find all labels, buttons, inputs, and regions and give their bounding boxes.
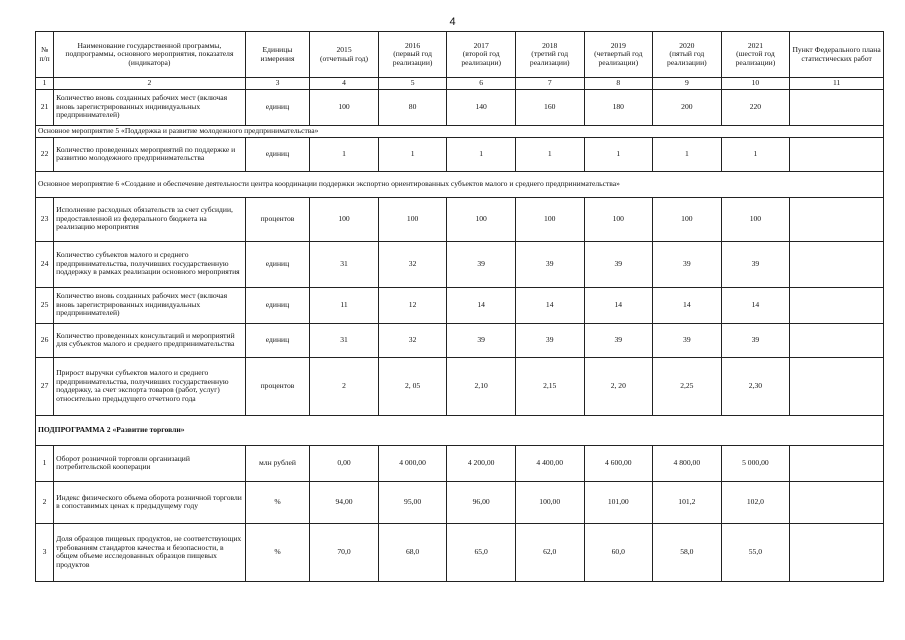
value-cell: 32: [378, 241, 447, 287]
value-cell: 100: [515, 197, 584, 241]
table-row: [36, 357, 884, 415]
value-cell: 1: [653, 137, 722, 171]
value-cell: 101,00: [584, 481, 653, 523]
header-year-2021: 2021 (шестой год реализации): [721, 32, 790, 78]
subprogram-title: ПОДПРОГРАММА 2 «Развитие торговли»: [36, 415, 884, 445]
value-cell: 200: [653, 89, 722, 125]
value-cell: 2: [310, 357, 379, 415]
section-title: Основное мероприятие 5 «Поддержка и развитие молодежного предпринимательства»: [36, 125, 884, 137]
col-number: 3: [245, 78, 310, 90]
subprogram-row: [36, 415, 884, 445]
value-cell: 39: [447, 241, 516, 287]
table-row: [36, 445, 884, 481]
value-cell: 32: [378, 323, 447, 357]
unit-cell: единиц: [245, 323, 310, 357]
col-number: 5: [378, 78, 447, 90]
plan-cell: [790, 287, 884, 323]
value-cell: 1: [515, 137, 584, 171]
value-cell: 2,25: [653, 357, 722, 415]
table-row: [36, 137, 884, 171]
value-cell: 65,0: [447, 523, 516, 581]
plan-cell: [790, 89, 884, 125]
plan-cell: [790, 445, 884, 481]
value-cell: 31: [310, 241, 379, 287]
value-cell: 1: [310, 137, 379, 171]
col-number: 7: [515, 78, 584, 90]
table-row: [36, 323, 884, 357]
header-year-2015: 2015 (отчетный год): [310, 32, 379, 78]
header-name: Наименование государственной программы, подпрограммы, основного мероприятия, показателя (индикатора): [54, 32, 246, 78]
value-cell: 68,0: [378, 523, 447, 581]
value-cell: 1: [447, 137, 516, 171]
value-cell: 102,0: [721, 481, 790, 523]
header-year-2020: 2020 (пятый год реализации): [653, 32, 722, 78]
table-row: [36, 481, 884, 523]
value-cell: 5 000,00: [721, 445, 790, 481]
value-cell: 94,00: [310, 481, 379, 523]
value-cell: 2,15: [515, 357, 584, 415]
header-year-2016: 2016 (первый год реализации): [378, 32, 447, 78]
section-row: [36, 125, 884, 137]
value-cell: 60,0: [584, 523, 653, 581]
value-cell: 2,10: [447, 357, 516, 415]
value-cell: 100: [310, 89, 379, 125]
value-cell: 14: [515, 287, 584, 323]
indicator-name: Количество проведенных консультаций и мероприятий для субъектов малого и среднего предпринимательства: [54, 323, 246, 357]
indicator-name: Количество проведенных мероприятий по поддержке и развитию молодежного предпринимательства: [54, 137, 246, 171]
value-cell: 39: [721, 241, 790, 287]
unit-cell: процентов: [245, 357, 310, 415]
col-number: 4: [310, 78, 379, 90]
row-number: 21: [36, 89, 54, 125]
row-number: 26: [36, 323, 54, 357]
value-cell: 55,0: [721, 523, 790, 581]
unit-cell: единиц: [245, 241, 310, 287]
value-cell: 14: [584, 287, 653, 323]
value-cell: 100: [721, 197, 790, 241]
value-cell: 2, 05: [378, 357, 447, 415]
col-number: 10: [721, 78, 790, 90]
indicator-name: Индекс физического объема оборота розничной торговли в сопоставимых ценах к предыдущему году: [54, 481, 246, 523]
unit-cell: единиц: [245, 287, 310, 323]
row-number: 2: [36, 481, 54, 523]
col-number: 2: [54, 78, 246, 90]
value-cell: 80: [378, 89, 447, 125]
indicator-name: Доля образцов пищевых продуктов, не соответствующих требованиям стандартов качества и безопасности, в общем объеме исследованных образцов пищевых продуктов: [54, 523, 246, 581]
header-year-2019: 2019 (четвертый год реализации): [584, 32, 653, 78]
value-cell: 100: [584, 197, 653, 241]
unit-cell: млн рублей: [245, 445, 310, 481]
value-cell: 39: [447, 323, 516, 357]
value-cell: 4 200,00: [447, 445, 516, 481]
row-number: 27: [36, 357, 54, 415]
value-cell: 220: [721, 89, 790, 125]
value-cell: 62,0: [515, 523, 584, 581]
value-cell: 1: [378, 137, 447, 171]
table-row: [36, 241, 884, 287]
value-cell: 180: [584, 89, 653, 125]
unit-cell: процентов: [245, 197, 310, 241]
header-num: № п/п: [36, 32, 54, 78]
page-number: 4: [449, 16, 456, 28]
header-row: [36, 32, 884, 78]
value-cell: 2, 20: [584, 357, 653, 415]
value-cell: 58,0: [653, 523, 722, 581]
indicator-name: Прирост выручки субъектов малого и среднего предпринимательства, получивших государственную поддержку, за счет экспорта товаров (работ, услуг) относительно предыдущего отчетного года: [54, 357, 246, 415]
value-cell: 4 000,00: [378, 445, 447, 481]
unit-cell: единиц: [245, 137, 310, 171]
value-cell: 2,30: [721, 357, 790, 415]
indicator-name: Количество субъектов малого и среднего предпринимательства, получивших государственную поддержку в рамках реализации основного мероприятия: [54, 241, 246, 287]
plan-cell: [790, 137, 884, 171]
value-cell: 14: [721, 287, 790, 323]
unit-cell: %: [245, 523, 310, 581]
unit-cell: единиц: [245, 89, 310, 125]
col-number: 9: [653, 78, 722, 90]
table-row: [36, 523, 884, 581]
value-cell: 100: [378, 197, 447, 241]
section-title: Основное мероприятие 6 «Создание и обеспечение деятельности центра координации поддержки экспортно ориентированных субъектов малого и среднего предпринимательства»: [36, 171, 884, 197]
value-cell: 39: [653, 241, 722, 287]
value-cell: 12: [378, 287, 447, 323]
value-cell: 4 600,00: [584, 445, 653, 481]
table-row: [36, 287, 884, 323]
value-cell: 0,00: [310, 445, 379, 481]
indicator-name: Оборот розничной торговли организаций потребительской кооперации: [54, 445, 246, 481]
plan-cell: [790, 357, 884, 415]
plan-cell: [790, 241, 884, 287]
indicator-name: Исполнение расходных обязательств за счет субсидии, предоставленной из федерального бюджета на реализацию мероприятия: [54, 197, 246, 241]
value-cell: 39: [515, 323, 584, 357]
header-year-2018: 2018 (третий год реализации): [515, 32, 584, 78]
row-number: 1: [36, 445, 54, 481]
value-cell: 39: [515, 241, 584, 287]
header-year-2017: 2017 (второй год реализации): [447, 32, 516, 78]
value-cell: 1: [721, 137, 790, 171]
value-cell: 39: [721, 323, 790, 357]
value-cell: 4 800,00: [653, 445, 722, 481]
indicator-name: Количество вновь созданных рабочих мест (включая вновь зарегистрированных индивидуальных предпринимателей): [54, 89, 246, 125]
col-number: 1: [36, 78, 54, 90]
row-number: 24: [36, 241, 54, 287]
value-cell: 160: [515, 89, 584, 125]
value-cell: 4 400,00: [515, 445, 584, 481]
unit-cell: %: [245, 481, 310, 523]
value-cell: 39: [653, 323, 722, 357]
value-cell: 31: [310, 323, 379, 357]
row-number: 3: [36, 523, 54, 581]
col-number: 8: [584, 78, 653, 90]
section-row: [36, 171, 884, 197]
value-cell: 100,00: [515, 481, 584, 523]
plan-cell: [790, 323, 884, 357]
col-number: 6: [447, 78, 516, 90]
header-unit: Единицы измерения: [245, 32, 310, 78]
value-cell: 39: [584, 241, 653, 287]
header-plan: Пункт Федерального плана статистических работ: [790, 32, 884, 78]
value-cell: 1: [584, 137, 653, 171]
column-number-row: [36, 78, 884, 90]
value-cell: 95,00: [378, 481, 447, 523]
indicator-name: Количество вновь созданных рабочих мест (включая вновь зарегистрированных индивидуальных предпринимателей): [54, 287, 246, 323]
value-cell: 14: [447, 287, 516, 323]
plan-cell: [790, 523, 884, 581]
row-number: 25: [36, 287, 54, 323]
value-cell: 140: [447, 89, 516, 125]
plan-cell: [790, 197, 884, 241]
value-cell: 96,00: [447, 481, 516, 523]
value-cell: 101,2: [653, 481, 722, 523]
table-row: [36, 89, 884, 125]
value-cell: 39: [584, 323, 653, 357]
plan-cell: [790, 481, 884, 523]
value-cell: 70,0: [310, 523, 379, 581]
col-number: 11: [790, 78, 884, 90]
value-cell: 100: [310, 197, 379, 241]
value-cell: 100: [653, 197, 722, 241]
value-cell: 11: [310, 287, 379, 323]
row-number: 23: [36, 197, 54, 241]
table-row: [36, 197, 884, 241]
indicators-table: [35, 31, 884, 582]
value-cell: 100: [447, 197, 516, 241]
value-cell: 14: [653, 287, 722, 323]
row-number: 22: [36, 137, 54, 171]
